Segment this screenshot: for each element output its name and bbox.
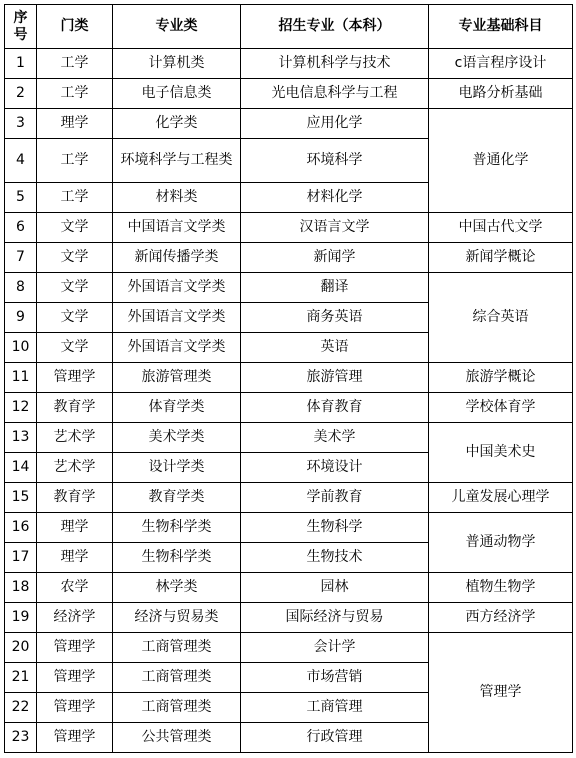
cell-major: 工商管理 xyxy=(241,693,429,723)
cell-major: 计算机科学与技术 xyxy=(241,49,429,79)
cell-class: 计算机类 xyxy=(113,49,241,79)
cell-class: 工商管理类 xyxy=(113,633,241,663)
cell-subject: 学校体育学 xyxy=(429,393,573,423)
cell-class: 体育学类 xyxy=(113,393,241,423)
cell-major: 生物技术 xyxy=(241,543,429,573)
cell-major: 美术学 xyxy=(241,423,429,453)
cell-class: 工商管理类 xyxy=(113,693,241,723)
table-row xyxy=(5,633,573,663)
cell-category: 管理学 xyxy=(37,693,113,723)
table-row xyxy=(5,363,573,393)
cell-major: 市场营销 xyxy=(241,663,429,693)
cell-class: 林学类 xyxy=(113,573,241,603)
cell-category: 理学 xyxy=(37,513,113,543)
cell-category: 工学 xyxy=(37,49,113,79)
table-row xyxy=(5,49,573,79)
cell-subject: 普通动物学 xyxy=(429,513,573,573)
admissions-table xyxy=(4,4,573,753)
cell-major: 光电信息科学与工程 xyxy=(241,79,429,109)
cell-subject: 综合英语 xyxy=(429,273,573,363)
table-row xyxy=(5,109,573,139)
cell-subject: 普通化学 xyxy=(429,109,573,213)
cell-no: 22 xyxy=(5,693,37,723)
cell-class: 材料类 xyxy=(113,183,241,213)
cell-major: 旅游管理 xyxy=(241,363,429,393)
cell-major: 应用化学 xyxy=(241,109,429,139)
table-row xyxy=(5,423,573,453)
cell-class: 设计学类 xyxy=(113,453,241,483)
cell-class: 中国语言文学类 xyxy=(113,213,241,243)
cell-no: 10 xyxy=(5,333,37,363)
cell-subject: 电路分析基础 xyxy=(429,79,573,109)
header-subject: 专业基础科目 xyxy=(429,5,573,49)
table-row xyxy=(5,393,573,423)
cell-class: 外国语言文学类 xyxy=(113,333,241,363)
cell-major: 汉语言文学 xyxy=(241,213,429,243)
cell-no: 7 xyxy=(5,243,37,273)
cell-class: 新闻传播学类 xyxy=(113,243,241,273)
cell-category: 文学 xyxy=(37,333,113,363)
cell-major: 行政管理 xyxy=(241,723,429,753)
cell-category: 工学 xyxy=(37,79,113,109)
cell-category: 工学 xyxy=(37,139,113,183)
cell-class: 生物科学类 xyxy=(113,513,241,543)
cell-no: 1 xyxy=(5,49,37,79)
cell-category: 文学 xyxy=(37,273,113,303)
cell-no: 14 xyxy=(5,453,37,483)
cell-no: 11 xyxy=(5,363,37,393)
cell-no: 18 xyxy=(5,573,37,603)
cell-category: 文学 xyxy=(37,213,113,243)
table-row xyxy=(5,273,573,303)
cell-category: 农学 xyxy=(37,573,113,603)
cell-major: 新闻学 xyxy=(241,243,429,273)
cell-no: 12 xyxy=(5,393,37,423)
cell-class: 美术学类 xyxy=(113,423,241,453)
cell-no: 9 xyxy=(5,303,37,333)
cell-category: 理学 xyxy=(37,543,113,573)
cell-class: 电子信息类 xyxy=(113,79,241,109)
cell-category: 管理学 xyxy=(37,633,113,663)
cell-class: 化学类 xyxy=(113,109,241,139)
cell-no: 4 xyxy=(5,139,37,183)
cell-major: 生物科学 xyxy=(241,513,429,543)
cell-class: 生物科学类 xyxy=(113,543,241,573)
cell-major: 体育教育 xyxy=(241,393,429,423)
header-category: 门类 xyxy=(37,5,113,49)
cell-category: 艺术学 xyxy=(37,423,113,453)
cell-class: 经济与贸易类 xyxy=(113,603,241,633)
cell-category: 工学 xyxy=(37,183,113,213)
cell-no: 6 xyxy=(5,213,37,243)
cell-no: 16 xyxy=(5,513,37,543)
cell-major: 商务英语 xyxy=(241,303,429,333)
cell-category: 管理学 xyxy=(37,723,113,753)
cell-category: 文学 xyxy=(37,303,113,333)
cell-category: 管理学 xyxy=(37,363,113,393)
cell-major: 会计学 xyxy=(241,633,429,663)
cell-no: 23 xyxy=(5,723,37,753)
cell-major: 学前教育 xyxy=(241,483,429,513)
cell-subject: 新闻学概论 xyxy=(429,243,573,273)
cell-no: 21 xyxy=(5,663,37,693)
header-class: 专业类 xyxy=(113,5,241,49)
cell-category: 教育学 xyxy=(37,393,113,423)
cell-subject: 管理学 xyxy=(429,633,573,753)
table-header-row xyxy=(5,5,573,49)
cell-class: 工商管理类 xyxy=(113,663,241,693)
cell-class: 教育学类 xyxy=(113,483,241,513)
header-major: 招生专业（本科） xyxy=(241,5,429,49)
cell-category: 管理学 xyxy=(37,663,113,693)
cell-category: 艺术学 xyxy=(37,453,113,483)
cell-major: 环境设计 xyxy=(241,453,429,483)
cell-subject: 儿童发展心理学 xyxy=(429,483,573,513)
table-row xyxy=(5,483,573,513)
cell-class: 外国语言文学类 xyxy=(113,273,241,303)
cell-class: 环境科学与工程类 xyxy=(113,139,241,183)
cell-subject: c语言程序设计 xyxy=(429,49,573,79)
cell-no: 3 xyxy=(5,109,37,139)
table-row xyxy=(5,573,573,603)
cell-category: 理学 xyxy=(37,109,113,139)
cell-category: 经济学 xyxy=(37,603,113,633)
cell-subject: 植物生物学 xyxy=(429,573,573,603)
cell-no: 5 xyxy=(5,183,37,213)
cell-no: 15 xyxy=(5,483,37,513)
cell-no: 13 xyxy=(5,423,37,453)
cell-major: 园林 xyxy=(241,573,429,603)
cell-no: 19 xyxy=(5,603,37,633)
cell-class: 公共管理类 xyxy=(113,723,241,753)
cell-class: 外国语言文学类 xyxy=(113,303,241,333)
cell-major: 英语 xyxy=(241,333,429,363)
table-row xyxy=(5,213,573,243)
cell-class: 旅游管理类 xyxy=(113,363,241,393)
cell-category: 教育学 xyxy=(37,483,113,513)
cell-subject: 中国美术史 xyxy=(429,423,573,483)
cell-subject: 旅游学概论 xyxy=(429,363,573,393)
table-row xyxy=(5,603,573,633)
cell-subject: 西方经济学 xyxy=(429,603,573,633)
cell-no: 2 xyxy=(5,79,37,109)
header-no: 序号 xyxy=(5,5,37,49)
cell-major: 国际经济与贸易 xyxy=(241,603,429,633)
cell-major: 材料化学 xyxy=(241,183,429,213)
cell-major: 翻译 xyxy=(241,273,429,303)
table-row xyxy=(5,243,573,273)
cell-no: 8 xyxy=(5,273,37,303)
table-row xyxy=(5,79,573,109)
cell-subject: 中国古代文学 xyxy=(429,213,573,243)
cell-no: 17 xyxy=(5,543,37,573)
cell-major: 环境科学 xyxy=(241,139,429,183)
cell-no: 20 xyxy=(5,633,37,663)
table-row xyxy=(5,513,573,543)
cell-category: 文学 xyxy=(37,243,113,273)
